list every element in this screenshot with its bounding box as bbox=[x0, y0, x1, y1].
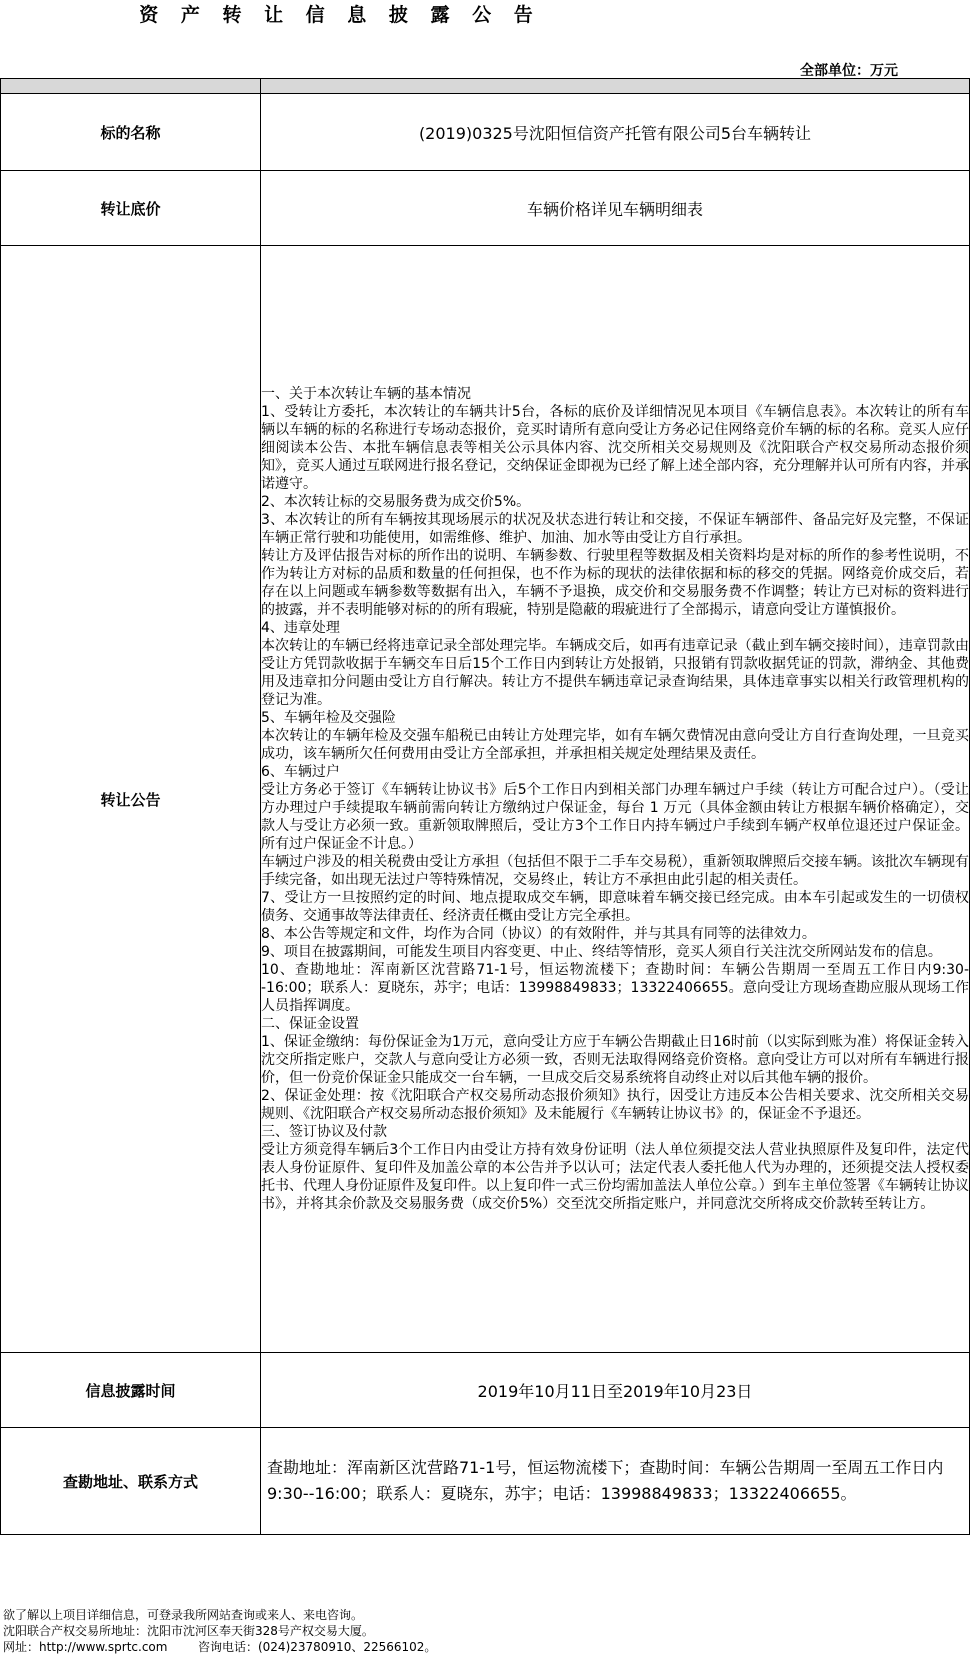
table-header-gap bbox=[1, 79, 970, 94]
disclosure-time-value: 2019年10月11日至2019年10月23日 bbox=[261, 1353, 970, 1428]
notice-paragraph: 1、保证金缴纳：每份保证金为1万元，意向受让方应于车辆公告期截止日16时前（以实际到账为准）将保证金转入沈交所指定账户，交款人与意向受让方必须一致，否则无法取得网络竞价资格。意向受让方可以对所有车辆进行报价，但一份竞价保证金只能成交一台车辆，一旦成交后交易系统将自动终止对以后其他车辆的报价。 bbox=[261, 1034, 969, 1086]
unit-note: 全部单位：万元 bbox=[800, 63, 898, 79]
notice-paragraph: 本次转让的车辆年检及交强车船税已由转让方处理完毕，如有车辆欠费情况由意向受让方自行查询处理，一旦竞买成功，该车辆所欠任何费用由受让方全部承担，并承担相关规定处理结果及责任。 bbox=[261, 728, 969, 762]
base-price-label: 转让底价 bbox=[1, 171, 261, 246]
notice-paragraph: 一、关于本次转让车辆的基本情况 bbox=[261, 386, 471, 402]
row-disclosure-time bbox=[1, 1353, 970, 1428]
notice-paragraph: 4、违章处理 bbox=[261, 620, 340, 636]
notice-paragraph: 二、保证金设置 bbox=[261, 1016, 359, 1032]
notice-paragraph: 5、车辆年检及交强险 bbox=[261, 710, 396, 726]
subject-name-label: 标的名称 bbox=[1, 94, 261, 171]
base-price-value: 车辆价格详见车辆明细表 bbox=[261, 171, 970, 246]
announcement-table bbox=[0, 78, 970, 1535]
inspection-contact-label: 查勘地址、联系方式 bbox=[1, 1428, 261, 1535]
footer-line-website: 网址：http://www.sprtc.com 咨询电话：(024)23780910、22566102。 bbox=[3, 1640, 437, 1654]
notice-paragraph: 6、车辆过户 bbox=[261, 764, 340, 780]
page-title: 资 产 转 让 信 息 披 露 公 告 bbox=[139, 4, 541, 26]
notice-paragraph: 8、本公告等规定和文件，均作为合同（协议）的有效附件，并与其具有同等的法律效力。 bbox=[261, 926, 816, 942]
row-subject-name bbox=[1, 94, 970, 171]
notice-paragraph: 9、项目在披露期间，可能发生项目内容变更、中止、终结等情形，竞买人须自行关注沈交所网站发布的信息。 bbox=[261, 944, 942, 960]
notice-paragraph: 2、保证金处理：按《沈阳联合产权交易所动态报价须知》执行，因受让方违反本公告相关要求、沈交所相关交易规则、《沈阳联合产权交易所动态报价须知》及未能履行《车辆转让协议书》的，保证金不予退还。 bbox=[261, 1088, 969, 1122]
notice-body bbox=[261, 385, 969, 1213]
notice-paragraph: 车辆过户涉及的相关税费由受让方承担（包括但不限于二手车交易税），重新领取牌照后交接车辆。该批次车辆现有手续完备，如出现无法过户等特殊情况，交易终止，转让方不承担由此引起的相关责任。 bbox=[261, 854, 969, 888]
row-base-price bbox=[1, 171, 970, 246]
footer-line-address: 沈阳联合产权交易所地址：沈阳市沈河区奉天街328号产权交易大厦。 bbox=[3, 1624, 374, 1638]
notice-paragraph: 1、受转让方委托，本次转让的车辆共计5台，各标的底价及详细情况见本项目《车辆信息表》。本次转让的所有车辆以车辆的标的名称进行专场动态报价，竞买时请所有意向受让方务必记住网络竞价车辆的标的名称。竞买人应仔细阅读本公告、本批车辆信息表等相关公示具体内容、沈交所相关交易规则及《沈阳联合产权交易所动态报价须知》，竞买人通过互联网进行报名登记，交纳保证金即视为已经了解上述全部内容，充分理解并认可所有内容，并承诺遵守。 bbox=[261, 404, 969, 492]
transfer-notice-label: 转让公告 bbox=[1, 246, 261, 1353]
notice-paragraph: 7、受让方一旦按照约定的时间、地点提取成交车辆，即意味着车辆交接已经完成。由本车引起或发生的一切债权债务、交通事故等法律责任、经济责任概由受让方完全承担。 bbox=[261, 890, 969, 924]
notice-paragraph: 3、本次转让的所有车辆按其现场展示的状况及状态进行转让和交接，不保证车辆部件、备品完好及完整，不保证车辆正常行驶和功能使用，如需维修、维护、加油、加水等由受让方自行承担。 bbox=[261, 512, 969, 546]
notice-paragraph: 三、签订协议及付款 bbox=[261, 1124, 387, 1140]
disclosure-time-label: 信息披露时间 bbox=[1, 1353, 261, 1428]
row-transfer-notice bbox=[1, 246, 970, 1353]
notice-paragraph: 转让方及评估报告对标的所作出的说明、车辆参数、行驶里程等数据及相关资料均是对标的所作的参考性说明，不作为转让方对标的品质和数量的任何担保，也不作为标的现状的法律依据和标的移交的凭据。网络竞价成交后，若存在以上问题或车辆参数等数据有出入，车辆不予退换，成交价和交易服务费不作调整；转让方已对标的资料进行的披露，并不表明能够对标的的所有瑕疵，特别是隐蔽的瑕疵进行了全部揭示，请意向受让方谨慎报价。 bbox=[261, 548, 969, 618]
row-inspection-contact bbox=[1, 1428, 970, 1535]
notice-paragraph: 受让方须竞得车辆后3个工作日内由受让方持有效身份证明（法人单位须提交法人营业执照原件及复印件，法定代表人身份证原件、复印件及加盖公章的本公告并予以认可；法定代表人委托他人代为办理的，还须提交法人授权委托书、代理人身份证原件及复印件。以上复印件一式三份均需加盖法人单位公章。）到车主单位签署《车辆转让协议书》，并将其余价款及交易服务费（成交价5%）交至沈交所指定账户，并同意沈交所将成交价款转至转让方。 bbox=[261, 1142, 969, 1212]
transfer-notice-content bbox=[261, 246, 970, 1353]
subject-name-value: (2019)0325号沈阳恒信资产托管有限公司5台车辆转让 bbox=[261, 94, 970, 171]
footer-line-inquiry: 欲了解以上项目详细信息，可登录我所网站查询或来人、来电咨询。 bbox=[3, 1608, 364, 1622]
notice-paragraph: 2、本次转让标的交易服务费为成交价5%。 bbox=[261, 494, 531, 510]
inspection-contact-value: 查勘地址：浑南新区沈营路71-1号，恒运物流楼下；查勘时间：车辆公告期周一至周五工作日内9:30--16:00；联系人：夏晓东，苏宇；电话：13998849833；13322406655。 bbox=[261, 1428, 970, 1535]
notice-paragraph: 受让方务必于签订《车辆转让协议书》后5个工作日内到相关部门办理车辆过户手续（转让方可配合过户）。（受让方办理过户手续提取车辆前需向转让方缴纳过户保证金，每台 1 万元（具体金额由转让方根据车辆价格确定），交款人与受让方必须一致。重新领取牌照后，受让方3个工作日内持车辆过户手续到车辆产权单位退还过户保证金。所有过户保证金不计息。） bbox=[261, 782, 969, 852]
notice-paragraph: 本次转让的车辆已经将违章记录全部处理完毕。车辆成交后，如再有违章记录（截止到车辆交接时间），违章罚款由受让方凭罚款收据于车辆交车日后15个工作日内到转让方处报销，只报销有罚款收据凭证的罚款，滞纳金、其他费用及违章扣分问题由受让方自行解决。转让方不提供车辆违章记录查询结果，具体违章事实以相关行政管理机构的登记为准。 bbox=[261, 638, 969, 708]
notice-paragraph: 10、查勘地址：浑南新区沈营路71-1号，恒运物流楼下；查勘时间：车辆公告期周一至周五工作日内9:30--16:00；联系人：夏晓东，苏宇；电话：13998849833；13322406655。意向受让方现场查勘应服从现场工作人员指挥调度。 bbox=[261, 962, 969, 1014]
